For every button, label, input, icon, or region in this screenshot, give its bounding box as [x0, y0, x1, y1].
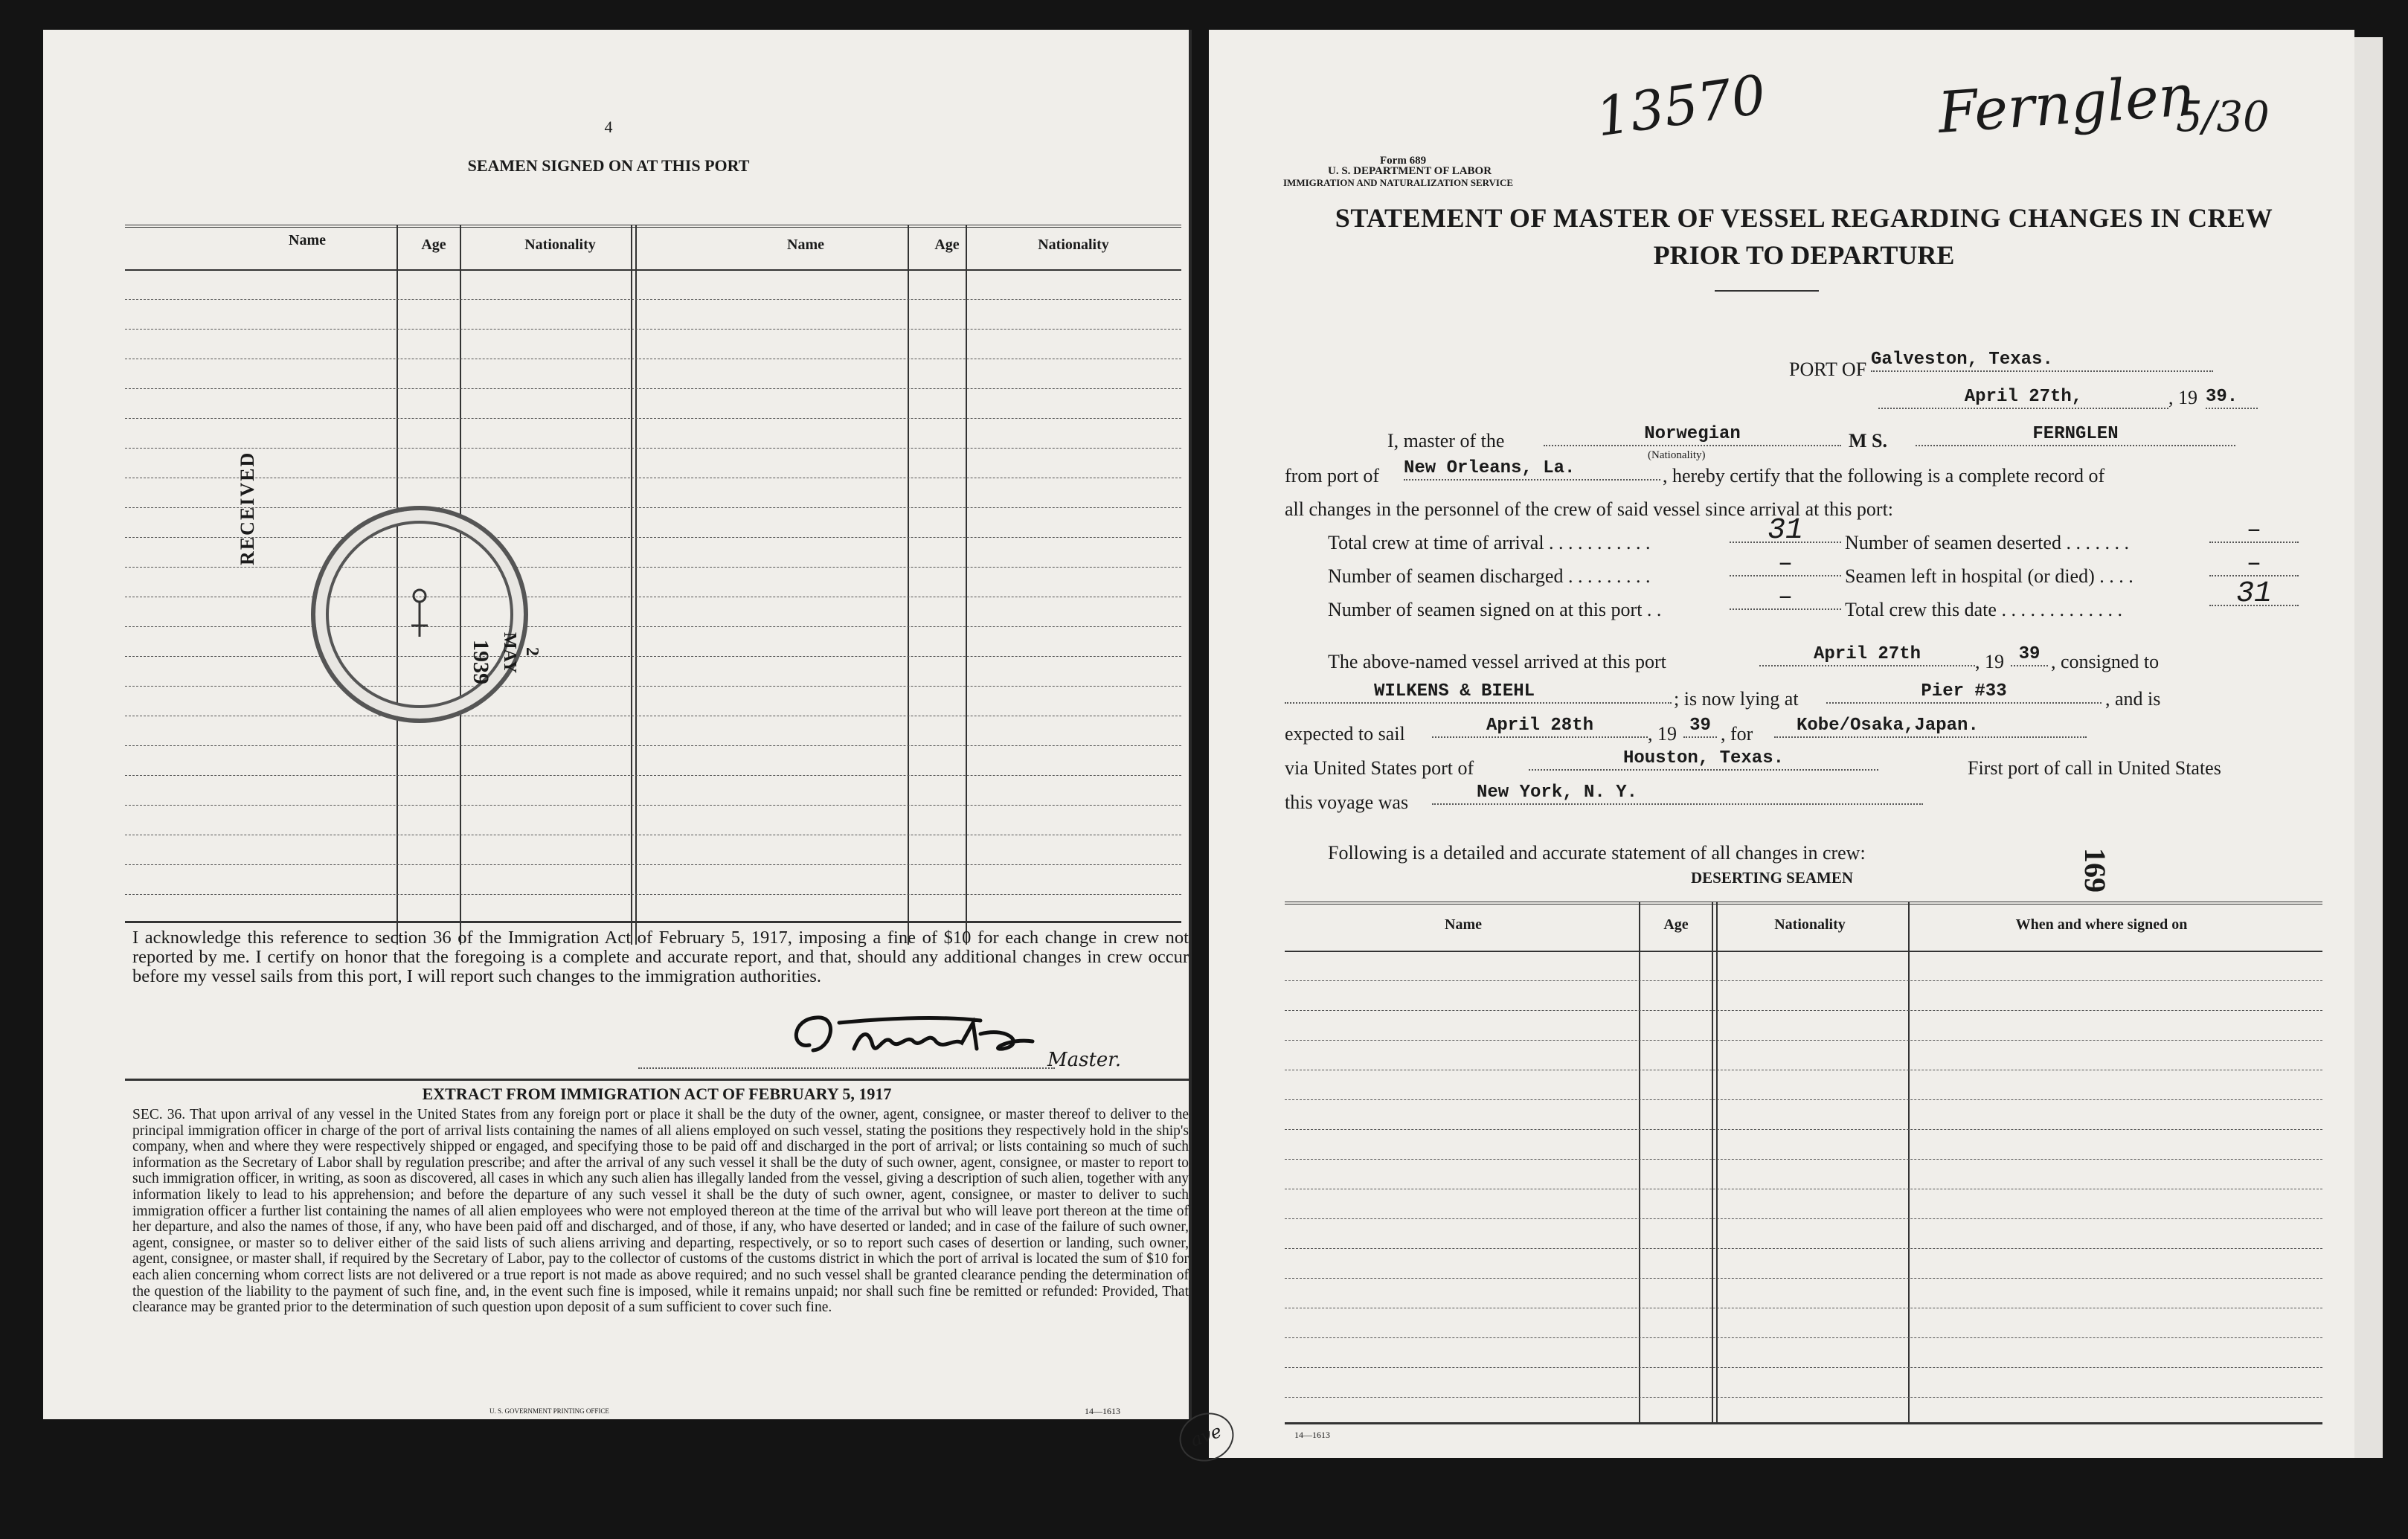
signed-on-title: SEAMEN SIGNED ON AT THIS PORT	[467, 156, 750, 175]
deserting-title: DESERTING SEAMEN	[1690, 869, 1854, 887]
sail-year-prefix: , 19	[1648, 723, 1677, 745]
sail-year: 39	[1683, 716, 1717, 738]
arrived-year-prefix: , 19	[1975, 651, 2004, 672]
header-age-1: Age	[421, 237, 446, 253]
via-port: Houston, Texas.	[1529, 748, 1878, 771]
date-value: April 27th,	[1878, 387, 2168, 409]
year-value: 39.	[2206, 387, 2258, 409]
hospital-label: Seamen left in hospital (or died) . . . .	[1845, 565, 2134, 587]
deserting-header-signed-on: When and where signed on	[2015, 916, 2188, 933]
port-label: PORT OF	[1789, 359, 1867, 380]
acknowledgement-text: I acknowledge this reference to section 36 of the Immigration Act of February 5, 1917, imposing a fine of $10 for each change in crew not reported by me. I certify on honor that the foregoing is a complete and accurate report, and that, should any additional changes in crew occur before my vessel sails from this port, I will report such changes to the immigration authorities.	[132, 928, 1189, 986]
header-nationality-2: Nationality	[1038, 237, 1109, 253]
hospital-value: —	[2209, 554, 2299, 576]
master-of-label: I, master of the	[1387, 430, 1505, 452]
form-title-line1: STATEMENT OF MASTER OF VESSEL REGARDING CHANGES IN CREW	[1335, 203, 2273, 233]
header-name-2: Name	[787, 237, 824, 253]
following-label: Following is a detailed and accurate statement of all changes in crew:	[1328, 842, 1866, 864]
first-port-label: First port of call in United States	[1968, 757, 2221, 779]
lying-at: Pier #33	[1826, 681, 2102, 704]
first-port: New York, N. Y.	[1432, 783, 1923, 805]
voyage-label: this voyage was	[1285, 791, 1409, 813]
total-crew-arrival-label: Total crew at time of arrival . . . . . . . . . . .	[1328, 532, 1651, 553]
stamp-emblem-icon	[408, 585, 431, 644]
signed-on-value: —	[1730, 588, 1841, 610]
handwritten-number: 13570	[1592, 62, 1770, 149]
corner-note: ave	[1172, 1405, 1240, 1468]
received-label: RECEIVED	[237, 451, 258, 565]
lying-label: ; is now lying at	[1674, 688, 1799, 710]
deserted-label: Number of seamen deserted . . . . . . .	[1845, 532, 2129, 553]
stamp-year: 1939	[469, 640, 493, 684]
deserting-header-name: Name	[1445, 916, 1482, 933]
year-prefix: , 19	[2168, 387, 2197, 408]
form-title-line2: PRIOR TO DEPARTURE	[1653, 240, 1955, 270]
total-today-value: 31	[2209, 584, 2299, 606]
service-name: IMMIGRATION AND NATURALIZATION SERVICE	[1283, 177, 1514, 188]
received-stamp	[311, 506, 528, 723]
department: U. S. DEPARTMENT OF LABOR	[1328, 165, 1492, 177]
sail-date: April 28th	[1432, 716, 1648, 738]
header-nationality-1: Nationality	[524, 237, 596, 253]
destination: Kobe/Osaka,Japan.	[1774, 716, 2087, 738]
stamp-day: 2	[522, 647, 542, 656]
and-is-label: , and is	[2105, 688, 2161, 710]
certify-text-2: all changes in the personnel of the crew of said vessel since arrival at this port:	[1285, 498, 1894, 520]
arrived-date: April 27th	[1759, 644, 1975, 666]
expected-label: expected to sail	[1285, 723, 1405, 745]
for-label: , for	[1721, 723, 1753, 745]
handwritten-date: 5/30	[2176, 93, 2270, 141]
deserting-header-nationality: Nationality	[1774, 916, 1846, 933]
handwritten-vessel: Fernglen	[1936, 62, 2197, 146]
right-page	[1187, 30, 2354, 1458]
arrived-label: The above-named vessel arrived at this port	[1328, 651, 1666, 672]
total-crew-arrival-value: 31	[1730, 521, 1841, 543]
stamp-number: 169	[2078, 848, 2112, 893]
discharged-value: —	[1730, 554, 1841, 576]
right-form-code: 14—1613	[1294, 1430, 1330, 1440]
deserting-header-age: Age	[1663, 916, 1689, 933]
header-name-1: Name	[289, 232, 326, 248]
vessel-type: M S.	[1849, 430, 1887, 452]
left-page	[43, 30, 1189, 1419]
nationality-caption: (Nationality)	[1648, 449, 1706, 461]
stamp-month: MAY	[500, 632, 519, 674]
vessel-name: FERNGLEN	[1916, 424, 2235, 446]
port-value: Galveston, Texas.	[1871, 350, 2213, 372]
back-sheet-edge	[2351, 37, 2383, 1458]
total-today-label: Total crew this date . . . . . . . . . . . . .	[1845, 599, 2122, 620]
consigned-label: , consigned to	[2051, 651, 2160, 672]
form-number: Form 689	[1380, 155, 1427, 167]
arrived-year: 39	[2011, 644, 2048, 666]
signed-on-label: Number of seamen signed on at this port . .	[1328, 599, 1662, 620]
page-number: 4	[604, 118, 613, 136]
printer-line: U. S. GOVERNMENT PRINTING OFFICE	[489, 1407, 609, 1415]
via-label: via United States port of	[1285, 757, 1474, 779]
extract-title: EXTRACT FROM IMMIGRATION ACT OF FEBRUARY 5, 1917	[422, 1085, 892, 1103]
master-label: Master.	[1047, 1049, 1122, 1071]
certify-text: , hereby certify that the following is a complete record of	[1663, 465, 2105, 486]
from-port-label: from port of	[1285, 465, 1380, 486]
from-port-value: New Orleans, La.	[1404, 458, 1660, 481]
extract-body: SEC. 36. That upon arrival of any vessel in the United States from any foreign port or place it shall be the duty of the owner, agent, consignee, or master thereof to deliver to the principal immigration officer in charge of the port of arrival lists containing the names of all aliens employed on such vessel, stating the positions they respectively hold in the ship's company, when and where they were respectively shipped or engaged, and specifying those to be paid off and discharged in the port of arrival; or lists containing so much of such information as the Secretary of Labor shall by regulation prescribe; and after the arrival of any such vessel it shall be the duty of such owner, agent, consignee, or master to report to such immigration officer, in writing, as soon as discovered, all cases in which any such alien has illegally landed from the vessel, giving a description of such alien, together with any information likely to lead to his apprehension; and before the departure of any such vessel it shall be the duty of such owner, agent, consignee, or master to deliver to such immigration officer a further list containing the names of all alien employees who were not employed thereon at the time of the arrival but who will leave port thereon at the time of her departure, and also the names of those, if any, who have been paid off and discharged, and of those, if any, who have deserted or landed; and in case of the failure of such owner, agent, consignee, or master so to deliver either of the said lists of such aliens arriving and departing, respectively, or so to report such cases of desertion or landing, such owner, agent, consignee, or master shall, if required by the Secretary of Labor, pay to the collector of customs of the customs district in which the port of arrival is located the sum of $10 for each alien concerning whom correct lists are not delivered or a true report is not made as above required; and no such vessel shall be granted clearance pending the determination of the question of the liability to the payment of such fine, and, in the event such fine is imposed, while it remains unpaid; nor shall such fine be remitted or refunded: Provided, That clearance may be granted prior to the determination of such question upon deposit of a sum sufficient to cover such fine.	[132, 1107, 1189, 1316]
discharged-label: Number of seamen discharged . . . . . . . . .	[1328, 565, 1651, 587]
deserted-value: —	[2209, 521, 2299, 543]
consignee: WILKENS & BIEHL	[1285, 681, 1672, 704]
nationality-value: Norwegian	[1544, 424, 1841, 446]
left-form-code: 14—1613	[1085, 1406, 1120, 1416]
header-age-2: Age	[934, 237, 960, 253]
